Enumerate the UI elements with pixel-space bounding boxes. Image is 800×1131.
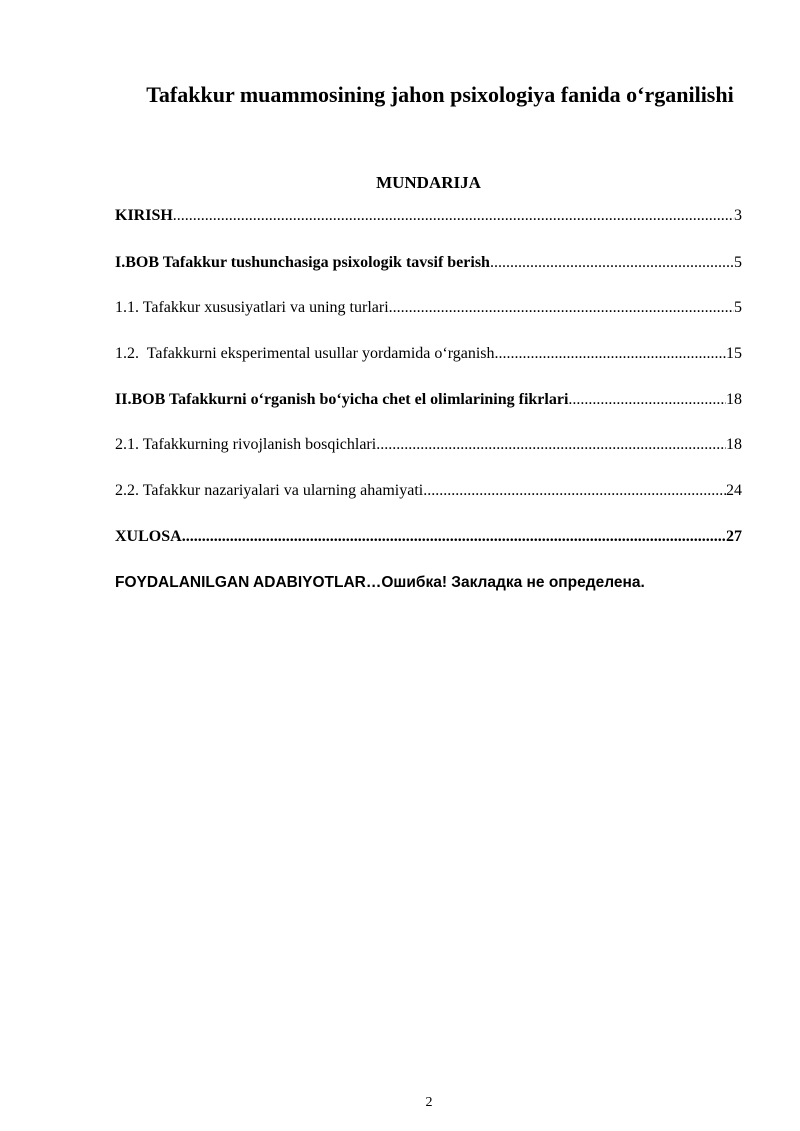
toc-entry-1-2[interactable] [115, 343, 742, 365]
toc-entry-page: 18 [726, 391, 742, 408]
dot-leader [173, 205, 734, 227]
toc-entry-page: 3 [734, 207, 742, 224]
toc-entry-label: XULOSA [115, 528, 182, 545]
bookmark-error-text: Ошибка! Закладка не определена. [381, 574, 645, 591]
dot-leader [376, 434, 726, 456]
dot-leader [495, 343, 726, 365]
toc-entry-label: FOYDALANILGAN ADABIYOTLAR [115, 574, 366, 591]
dot-leader [568, 389, 726, 411]
page-title: Tafakkur muammosining jahon psixologiya fanida o‘rganilishi [146, 82, 734, 107]
dot-leader [389, 297, 734, 319]
dot-leader [423, 480, 726, 502]
toc-entry-page: 24 [726, 482, 742, 499]
toc-entry-label: II.BOB Tafakkurni o‘rganish bo‘yicha chet el olimlarining fikrlari [115, 391, 569, 408]
toc-heading: MUNDARIJA [376, 173, 481, 192]
toc-entry-2-1[interactable] [115, 434, 742, 456]
toc-entry-1-1[interactable] [115, 297, 742, 319]
toc-entry-2-2[interactable] [115, 480, 742, 502]
toc-entry-page: 18 [726, 436, 742, 453]
toc-entry-label: I.BOB Tafakkur tushunchasiga psixologik tavsif berish [115, 254, 490, 271]
toc-entry-label: 1.2. Tafakkurni eksperimental usullar yordamida o‘rganish [115, 345, 495, 362]
toc-entry-page: 27 [726, 528, 742, 545]
toc-entry-xulosa[interactable] [115, 526, 742, 548]
dot-leader [182, 526, 726, 548]
toc-entry-bob-2[interactable] [115, 389, 742, 411]
toc-entry-label: 2.1. Tafakkurning rivojlanish bosqichlari [115, 436, 377, 453]
toc-entry-adabiyotlar[interactable] [115, 572, 742, 594]
toc-entry-page: 15 [726, 345, 742, 362]
toc-entry-label: 1.1. Tafakkur xususiyatlari va uning turlari [115, 299, 389, 316]
toc-entry-page: 5 [734, 254, 742, 271]
page-number: 2 [425, 1095, 433, 1110]
toc-entry-page: 5 [734, 299, 742, 316]
toc-entry-bob-1[interactable] [115, 252, 742, 274]
toc-entry-kirish[interactable] [115, 205, 742, 227]
dot-leader [490, 252, 734, 274]
dot-leader-short: … [365, 574, 382, 591]
toc-entry-label: KIRISH [115, 207, 173, 224]
toc-entry-label: 2.2. Tafakkur nazariyalari va ularning ahamiyati [115, 482, 424, 499]
